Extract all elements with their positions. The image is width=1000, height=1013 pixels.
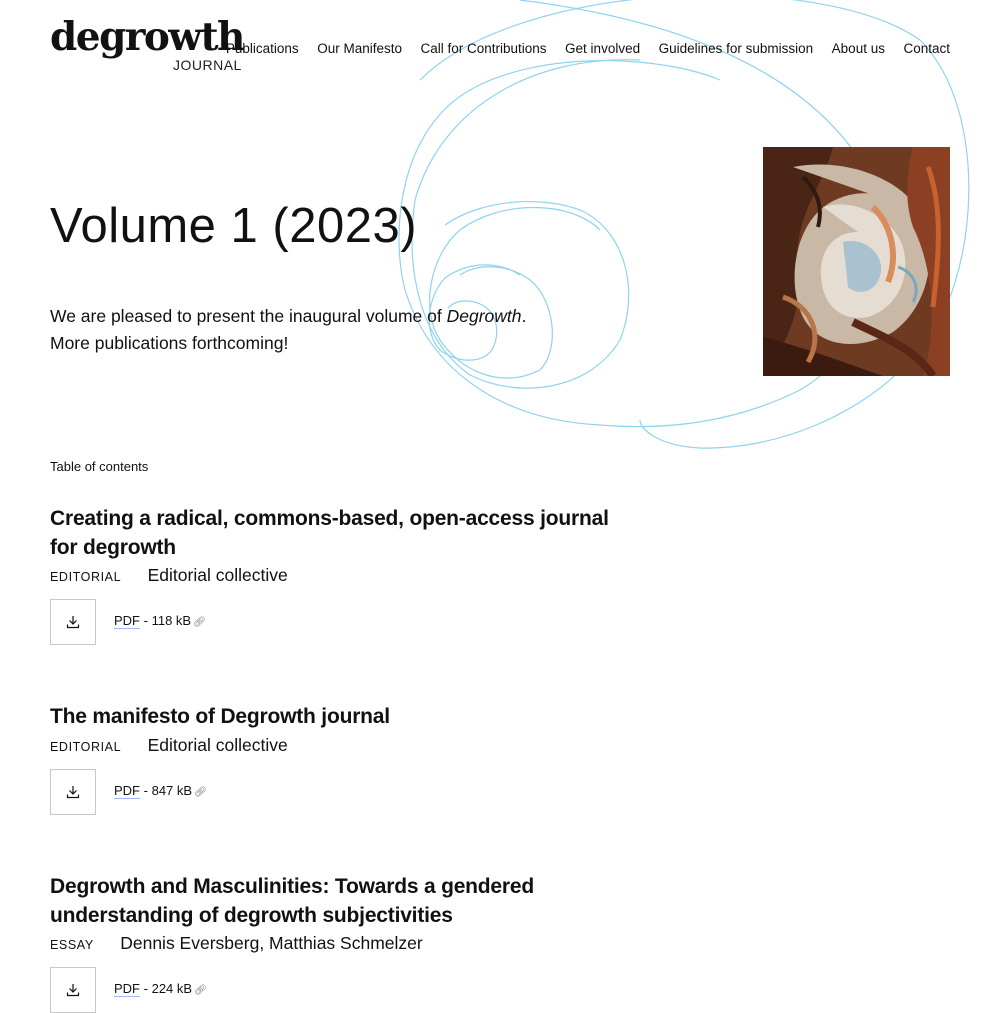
article-authors: Editorial collective [147, 565, 288, 585]
download-row [50, 967, 610, 1013]
intro-text-line2: More publications forthcoming! [50, 333, 289, 353]
file-separator: - [143, 613, 148, 628]
nav-item-call-for-contributions[interactable]: Call for Contributions [420, 41, 547, 56]
download-row [50, 599, 610, 645]
intro-text [50, 303, 526, 357]
site-header [0, 0, 1000, 90]
article-title[interactable]: Degrowth and Masculinities: Towards a gendered understanding of degrowth subjectivities [50, 875, 534, 927]
toc-article [50, 873, 610, 1013]
page-title: Volume 1 (2023) [50, 199, 418, 253]
toc-article [50, 505, 610, 645]
article-title[interactable]: The manifesto of Degrowth journal [50, 705, 390, 728]
logo-wordmark: degrowth [50, 14, 244, 60]
download-button[interactable] [50, 599, 96, 645]
file-separator: - [143, 981, 148, 996]
pdf-download-link[interactable] [114, 613, 206, 631]
nav-item-get-involved[interactable]: Get involved [565, 41, 641, 56]
download-button[interactable] [50, 967, 96, 1013]
download-icon [66, 785, 80, 799]
nav-item-about-us[interactable]: About us [831, 41, 885, 56]
article-meta [50, 931, 610, 955]
nav-item-publications[interactable]: Publications [225, 41, 299, 56]
file-size: 847 kB [151, 782, 193, 798]
link-icon: 🔗︎ [194, 985, 207, 996]
toc-label: Table of contents [50, 459, 149, 474]
download-icon [66, 983, 80, 997]
nav-item-manifesto[interactable]: Our Manifesto [317, 41, 402, 56]
intro-text-after: . [521, 306, 527, 326]
volume-cover-image [763, 147, 950, 376]
logo-subtitle: JOURNAL [173, 57, 242, 73]
link-icon: 🔗︎ [193, 617, 206, 628]
download-row [50, 769, 610, 815]
pdf-download-link[interactable] [114, 981, 207, 999]
link-icon: 🔗︎ [194, 786, 207, 798]
article-authors: Editorial collective [147, 734, 288, 755]
download-icon [66, 615, 80, 629]
article-type: EDITORIAL [50, 570, 122, 584]
file-separator: - [143, 782, 148, 798]
file-size: 224 kB [151, 981, 193, 996]
pdf-download-link[interactable] [114, 783, 207, 801]
file-type: PDF [114, 613, 140, 628]
file-size: 118 kB [151, 613, 192, 628]
nav-item-contact[interactable]: Contact [903, 41, 950, 56]
article-meta [50, 733, 610, 757]
article-type: EDITORIAL [50, 739, 122, 754]
main-nav [207, 40, 950, 58]
nav-item-guidelines[interactable]: Guidelines for submission [658, 41, 814, 56]
file-type: PDF [114, 782, 140, 798]
file-type: PDF [114, 981, 140, 996]
article-meta [50, 563, 610, 587]
toc-article [50, 703, 610, 815]
intro-journal-name: Degrowth [446, 306, 522, 326]
intro-text-before: We are pleased to present the inaugural volume of [50, 306, 447, 326]
article-authors: Dennis Eversberg, Matthias Schmelzer [120, 933, 423, 953]
article-title[interactable]: Creating a radical, commons-based, open-access journal for degrowth [50, 507, 609, 559]
article-type: ESSAY [50, 938, 94, 952]
download-button[interactable] [50, 769, 96, 815]
